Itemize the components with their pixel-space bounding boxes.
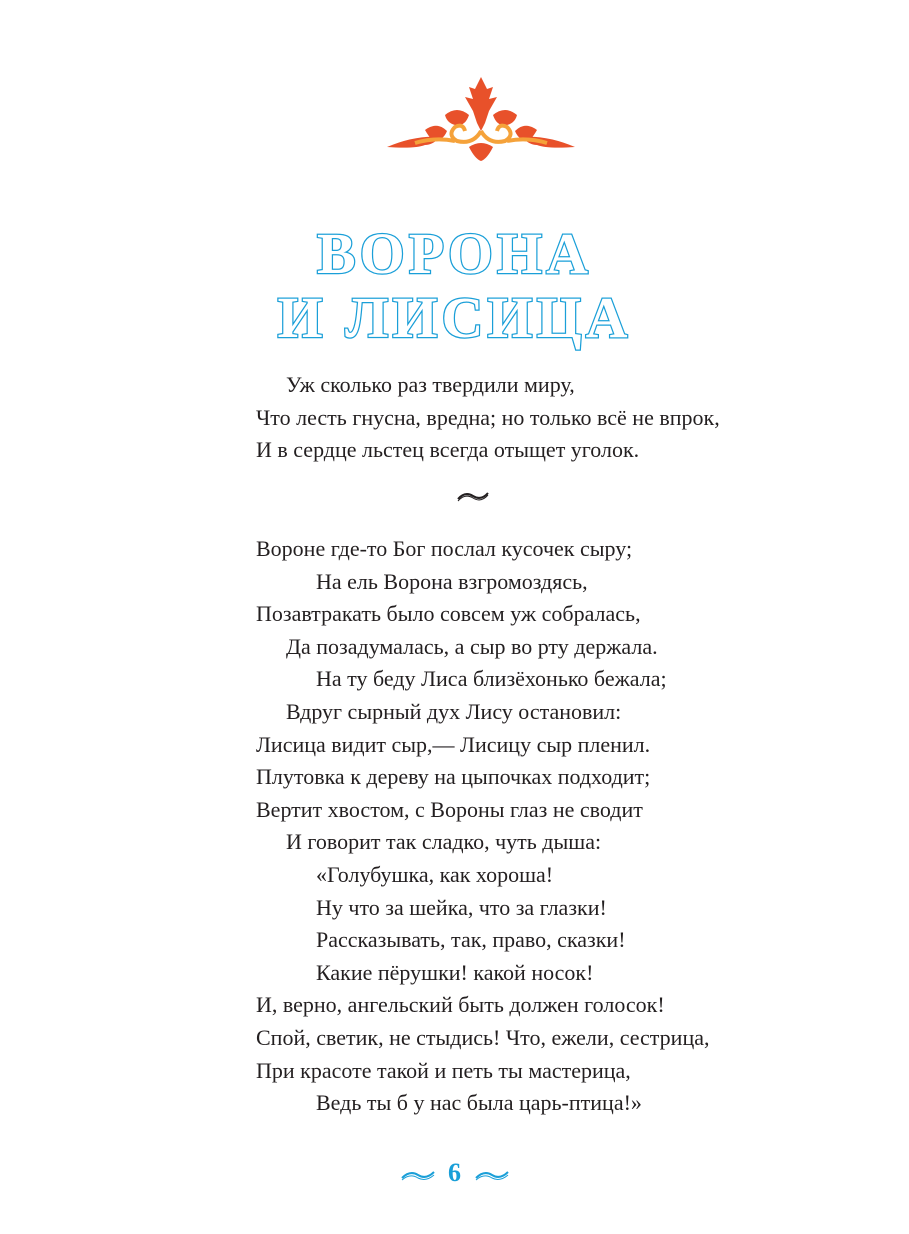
divider-swirl-icon xyxy=(455,488,491,504)
title-line-2: И ЛИСИЦА xyxy=(277,285,632,350)
title-line-1: ВОРОНА xyxy=(316,221,592,286)
verse-line: Спой, светик, не стыдись! Что, ежели, сестрица, xyxy=(256,1024,710,1050)
verse-line: Ну что за шейка, что за глазки! xyxy=(316,894,607,920)
verse-line: И говорит так сладко, чуть дыша: xyxy=(286,829,602,855)
verse-line: Что лесть гнусна, вредна; но только всё не впрок, xyxy=(256,404,720,430)
verse-line: При красоте такой и петь ты мастерица, xyxy=(256,1057,631,1083)
floral-ornament-icon xyxy=(385,75,577,165)
verse-line: «Голубушка, как хороша! xyxy=(316,861,554,887)
verse-line: Рассказывать, так, право, сказки! xyxy=(316,927,626,953)
verse-line: И, верно, ангельский быть должен голосок! xyxy=(256,992,665,1018)
verse-line: На ту беду Лиса близёхонько бежала; xyxy=(316,666,667,692)
verse-line: Вертит хвостом, с Вороны глаз не сводит xyxy=(256,796,643,822)
verse-line: Позавтракать было совсем уж собралась, xyxy=(256,601,641,627)
stanza-1 xyxy=(256,369,720,467)
verse-line: Уж сколько раз твердили миру, xyxy=(286,372,575,397)
verse-line: На ель Ворона взгромоздясь, xyxy=(316,568,588,594)
verse-line: И в сердце льстец всегда отыщет уголок. xyxy=(256,437,640,463)
verse-line: Ведь ты б у нас была царь-птица!» xyxy=(316,1090,642,1116)
verse-line: Вороне где-то Бог послал кусочек сыру; xyxy=(256,536,633,561)
page-number: 6 xyxy=(448,1158,461,1187)
right-swirl-icon xyxy=(474,1168,510,1182)
stanza-2 xyxy=(256,533,710,1120)
verse-line: Плутовка к дереву на цыпочках подходит; xyxy=(256,764,651,790)
left-swirl-icon xyxy=(400,1168,436,1182)
verse-line: Лисица видит сыр,— Лисицу сыр пленил. xyxy=(256,731,651,757)
page-number-footer xyxy=(0,1158,909,1188)
verse-line: Да позадумалась, а сыр во рту держала. xyxy=(286,633,658,659)
verse-line: Какие пёрушки! какой носок! xyxy=(316,959,594,985)
verse-line: Вдруг сырный дух Лису остановил: xyxy=(286,698,622,724)
